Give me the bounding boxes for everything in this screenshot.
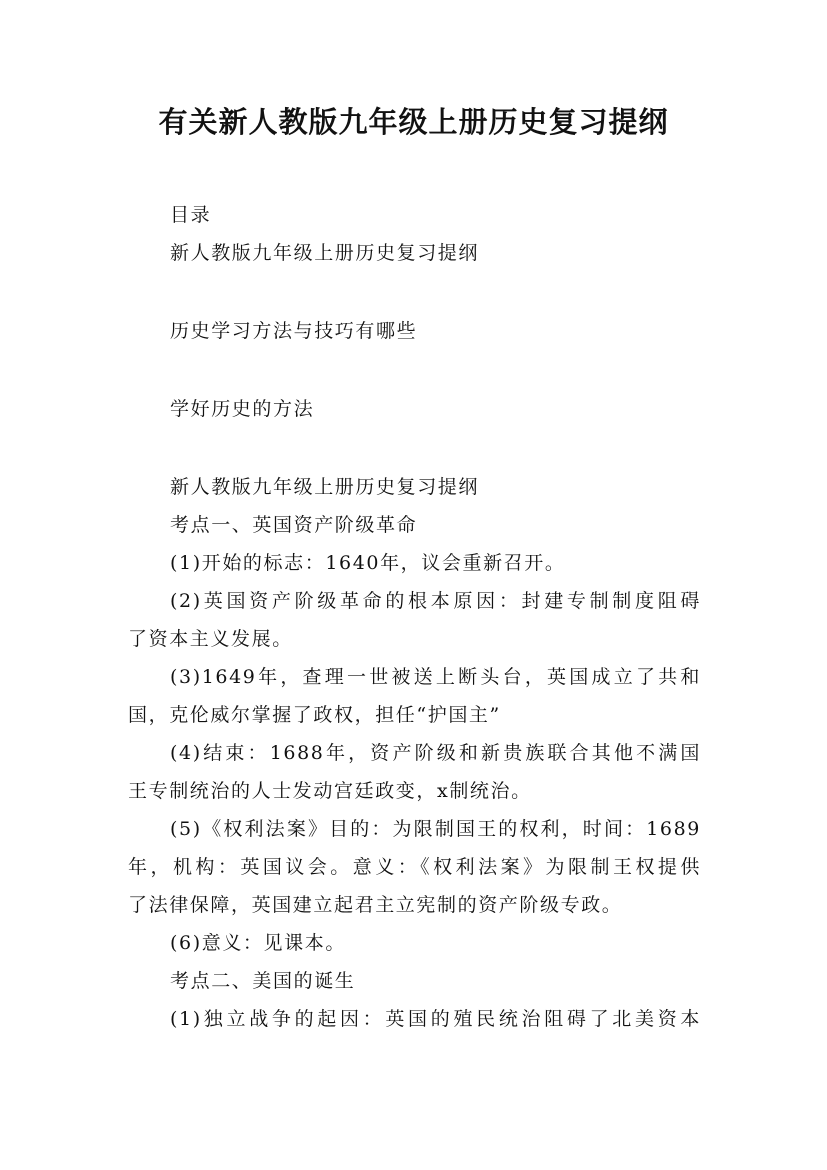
paragraph-line: 了法律保障，英国建立起君主立宪制的资产阶级专政。 — [128, 894, 623, 916]
paragraph-line: (2)英国资产阶级革命的根本原因：封建专制制度阻碍 — [170, 590, 701, 612]
paragraph-line: (4)结束：1688年，资产阶级和新贵族联合其他不满国 — [170, 742, 701, 764]
paragraph-line: (1)独立战争的起因：英国的殖民统治阻碍了北美资本 — [170, 1008, 701, 1030]
paragraph-line: (6)意义：见课本。 — [170, 932, 346, 954]
toc-heading: 目录 — [170, 204, 212, 226]
toc-item[interactable]: 新人教版九年级上册历史复习提纲 — [170, 242, 480, 264]
toc-item[interactable]: 历史学习方法与技巧有哪些 — [170, 320, 418, 342]
paragraph-line: 年，机构：英国议会。意义：《权利法案》为限制王权提供 — [128, 856, 701, 878]
paragraph-line: (5)《权利法案》目的：为限制国王的权利，时间：1689 — [170, 818, 701, 840]
paragraph-line: 王专制统治的人士发动宫廷政变，x制统治。 — [128, 780, 532, 802]
section-title: 新人教版九年级上册历史复习提纲 — [170, 476, 480, 498]
point-heading: 考点一、英国资产阶级革命 — [170, 514, 418, 536]
toc-item[interactable]: 学好历史的方法 — [170, 398, 315, 420]
paragraph-line: 了资本主义发展。 — [128, 628, 293, 650]
paragraph-line: (3)1649年，查理一世被送上断头台，英国成立了共和 — [170, 666, 701, 688]
paragraph-line: (1)开始的标志：1640年，议会重新召开。 — [170, 552, 566, 574]
document-title: 有关新人教版九年级上册历史复习提纲 — [158, 105, 669, 139]
paragraph-line: 国，克伦威尔掌握了政权，担任“护国主” — [128, 704, 501, 726]
point-heading: 考点二、美国的诞生 — [170, 970, 356, 992]
